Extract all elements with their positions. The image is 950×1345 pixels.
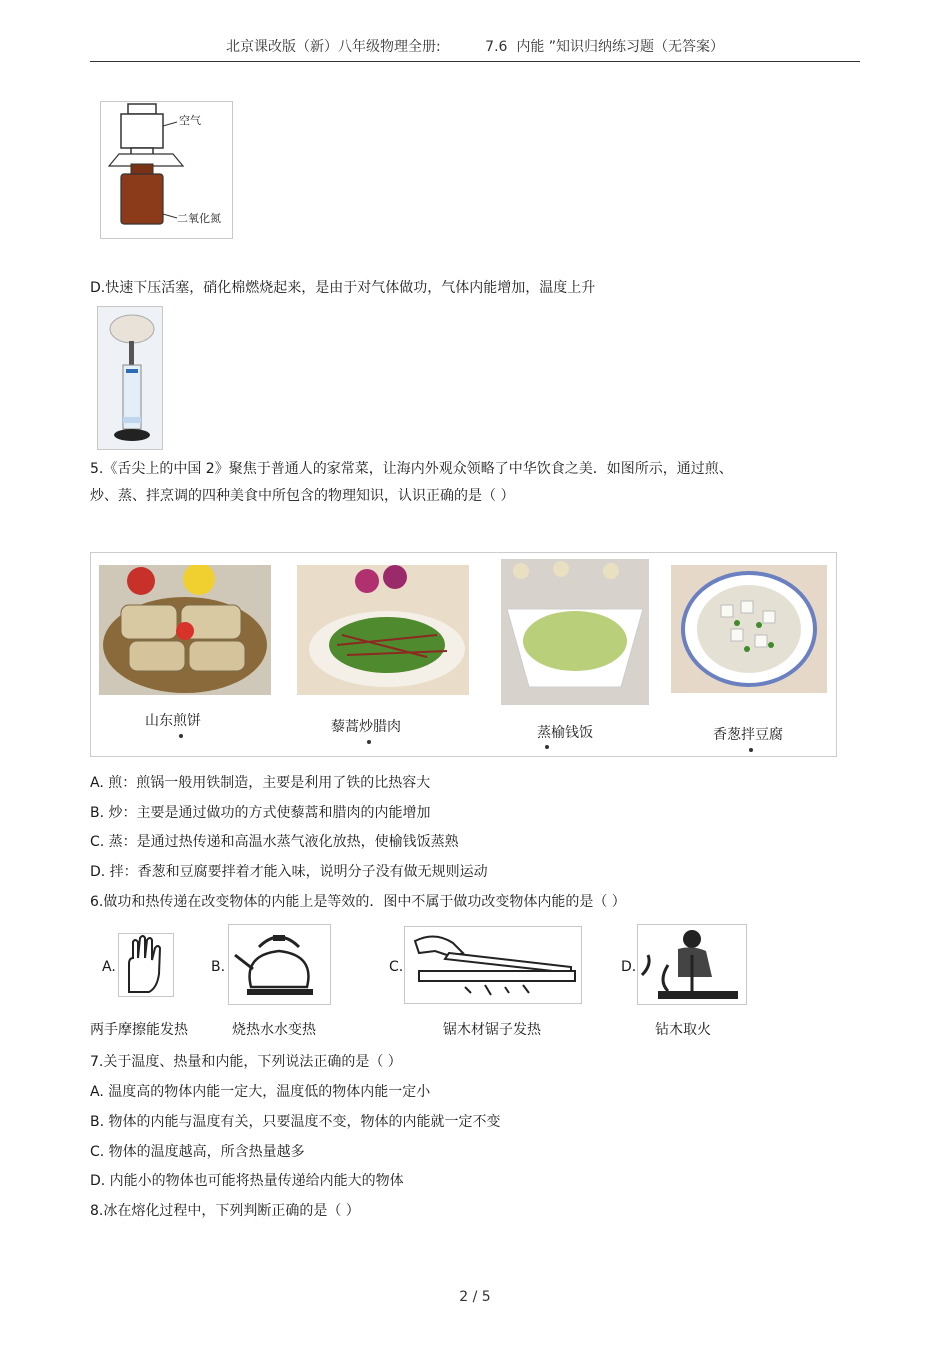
page-header: 北京课改版（新）八年级物理全册: 7.6 内能 ”知识归纳练习题（无答案） <box>225 39 725 55</box>
q6-stem: 6.做功和热传递在改变物体的内能上是等效的．图中不属于做功改变物体内能的是（ ） <box>90 894 626 910</box>
food-caption-2: 藜蒿炒腊肉 <box>331 719 401 735</box>
food-image-stirfry <box>297 565 469 695</box>
q7-option-c: C. 物体的温度越高，所含热量越多 <box>90 1144 305 1160</box>
saw-icon <box>405 927 581 1003</box>
food-image-rice <box>501 559 649 705</box>
sawing-figure <box>404 926 582 1004</box>
q7-stem: 7.关于温度、热量和内能，下列说法正确的是（ ） <box>90 1054 402 1070</box>
air-label: 空气 <box>179 114 201 127</box>
fire-drill-figure <box>637 924 747 1005</box>
food-figure <box>90 552 837 757</box>
food-image-pancake <box>99 565 271 695</box>
q6-caption-d: 钻木取火 <box>655 1022 711 1038</box>
q5-option-c: C. 蒸：是通过热传递和高温水蒸气液化放热，使榆钱饭蒸熟 <box>90 834 459 850</box>
piston-icon <box>98 307 162 449</box>
q7-option-d: D. 内能小的物体也可能将热量传递给内能大的物体 <box>90 1173 404 1189</box>
q5-stem-line1: 5.《舌尖上的中国 2》聚焦于普通人的家常菜，让海内外观众领略了中华饮食之美．如图所示，通过煎、 <box>90 461 733 477</box>
piston-figure <box>97 306 163 450</box>
caption-dot <box>545 745 549 749</box>
q8-stem: 8.冰在熔化过程中，下列判断正确的是（ ） <box>90 1203 360 1219</box>
food-image-tofu <box>671 565 827 693</box>
hands-icon <box>119 934 173 996</box>
food-caption-3: 蒸榆钱饭 <box>537 725 593 741</box>
q7-option-a: A. 温度高的物体内能一定大，温度低的物体内能一定小 <box>90 1084 431 1100</box>
q7-option-b: B. 物体的内能与温度有关，只要温度不变，物体的内能就一定不变 <box>90 1114 501 1130</box>
q6-caption-b: 烧热水水变热 <box>232 1022 316 1038</box>
food-caption-4: 香葱拌豆腐 <box>713 727 783 743</box>
hands-rubbing-figure <box>118 933 174 997</box>
q6-letter-b: B. <box>211 959 226 975</box>
header-divider <box>90 61 860 62</box>
diffusion-bottles-figure <box>100 101 233 239</box>
caption-dot <box>367 740 371 744</box>
q6-caption-a: 两手摩擦能发热 <box>90 1022 188 1038</box>
caption-dot <box>749 748 753 752</box>
nitrogen-dioxide-label: 二氧化氮 <box>177 212 221 225</box>
q5-stem-line2: 炒、蒸、拌烹调的四种美食中所包含的物理知识，认识正确的是（ ） <box>90 488 515 504</box>
q6-caption-c: 锯木材锯子发热 <box>443 1022 541 1038</box>
q6-letter-d: D. <box>621 959 637 975</box>
q6-letter-a: A. <box>102 959 116 975</box>
q6-letter-c: C. <box>389 959 404 975</box>
kettle-figure <box>228 924 331 1005</box>
q5-option-a: A. 煎：煎锅一般用铁制造，主要是利用了铁的比热容大 <box>90 775 431 791</box>
kettle-icon <box>229 925 330 1004</box>
caption-dot <box>179 734 183 738</box>
q5-option-d: D. 拌：香葱和豆腐要拌着才能入味，说明分子没有做无规则运动 <box>90 864 488 880</box>
page-number: 2 / 5 <box>459 1289 491 1305</box>
food-caption-1: 山东煎饼 <box>145 713 201 729</box>
q5-option-b: B. 炒：主要是通过做功的方式使藜蒿和腊肉的内能增加 <box>90 805 431 821</box>
fire-drill-icon <box>638 925 746 1004</box>
q4-option-d: D.快速下压活塞，硝化棉燃烧起来，是由于对气体做功，气体内能增加，温度上升 <box>90 280 596 296</box>
